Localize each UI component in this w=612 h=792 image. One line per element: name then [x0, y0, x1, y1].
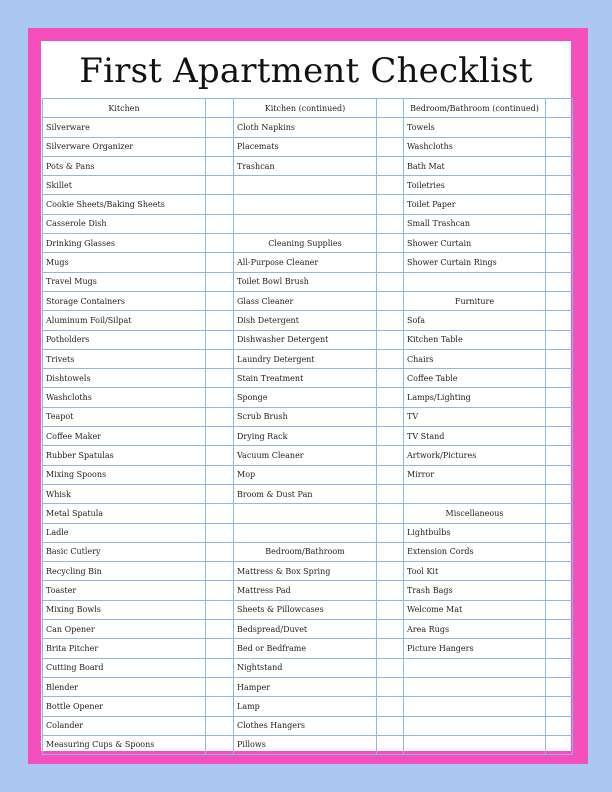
- checklist-item-label: Area Rugs: [404, 620, 546, 639]
- checkbox-cell[interactable]: [377, 562, 404, 581]
- checklist-item-label: Toiletries: [404, 176, 546, 195]
- checkbox-cell[interactable]: [546, 697, 573, 716]
- checklist-row: [43, 156, 573, 175]
- checklist-row: [43, 291, 573, 310]
- checklist-item-label: Can Opener: [43, 620, 206, 639]
- header-spacer-cell: [546, 99, 573, 118]
- checklist-row: [43, 639, 573, 658]
- checkbox-cell[interactable]: [206, 156, 234, 175]
- checklist-item-label: Stain Treatment: [234, 369, 377, 388]
- checkbox-cell[interactable]: [377, 504, 404, 523]
- checkbox-cell[interactable]: [377, 600, 404, 619]
- checklist-item-label: Glass Cleaner: [234, 291, 377, 310]
- checklist-row: [43, 504, 573, 523]
- checklist-table: [42, 98, 573, 755]
- checkbox-cell[interactable]: [206, 446, 234, 465]
- header-spacer-cell: [377, 542, 404, 561]
- checkbox-cell[interactable]: [546, 523, 573, 542]
- checkbox-cell[interactable]: [206, 716, 234, 735]
- checkbox-cell[interactable]: [377, 330, 404, 349]
- checklist-item-label: Mixing Bowls: [43, 600, 206, 619]
- checklist-row: [43, 735, 573, 754]
- checkbox-cell[interactable]: [206, 484, 234, 503]
- checkbox-cell[interactable]: [377, 272, 404, 291]
- checkbox-cell[interactable]: [546, 176, 573, 195]
- checklist-item-label: Toilet Bowl Brush: [234, 272, 377, 291]
- checklist-item-label: Sofa: [404, 311, 546, 330]
- checkbox-cell[interactable]: [377, 388, 404, 407]
- checklist-row: [43, 716, 573, 735]
- checklist-row: [43, 234, 573, 253]
- section-header: Kitchen: [43, 99, 206, 118]
- checkbox-cell[interactable]: [546, 542, 573, 561]
- checkbox-cell[interactable]: [546, 156, 573, 175]
- checkbox-cell[interactable]: [377, 620, 404, 639]
- checklist-row: [43, 620, 573, 639]
- checklist-row: [43, 137, 573, 156]
- checkbox-cell[interactable]: [206, 427, 234, 446]
- checkbox-cell[interactable]: [377, 195, 404, 214]
- checkbox-cell[interactable]: [206, 677, 234, 696]
- checklist-item-label: Drying Rack: [234, 427, 377, 446]
- section-header: Furniture: [404, 291, 546, 310]
- checkbox-cell[interactable]: [546, 581, 573, 600]
- checklist-item-label: Toaster: [43, 581, 206, 600]
- checklist-item-label: Lamps/Lighting: [404, 388, 546, 407]
- page-title: First Apartment Checklist: [79, 51, 533, 91]
- empty-item-cell: [234, 195, 377, 214]
- checklist-item-label: TV: [404, 407, 546, 426]
- checkbox-cell[interactable]: [377, 735, 404, 754]
- empty-item-cell: [234, 523, 377, 542]
- checklist-row: [43, 176, 573, 195]
- checklist-item-label: Sponge: [234, 388, 377, 407]
- checkbox-cell[interactable]: [546, 234, 573, 253]
- checkbox-cell[interactable]: [546, 253, 573, 272]
- checklist-item-label: Broom & Dust Pan: [234, 484, 377, 503]
- checklist-item-label: Washcloths: [404, 137, 546, 156]
- checklist-item-label: Brita Pitcher: [43, 639, 206, 658]
- checkbox-cell[interactable]: [546, 407, 573, 426]
- checklist-row: [43, 311, 573, 330]
- checkbox-cell[interactable]: [206, 137, 234, 156]
- section-header: Cleaning Supplies: [234, 234, 377, 253]
- checklist-row: [43, 349, 573, 368]
- empty-item-cell: [404, 735, 546, 754]
- checkbox-cell[interactable]: [377, 658, 404, 677]
- checklist-item-label: Dish Detergent: [234, 311, 377, 330]
- checkbox-cell[interactable]: [206, 562, 234, 581]
- checklist-item-label: All-Purpose Cleaner: [234, 253, 377, 272]
- checklist-item-label: Aluminum Foil/Silpat: [43, 311, 206, 330]
- checklist-item-label: Welcome Mat: [404, 600, 546, 619]
- checklist-item-label: Shower Curtain: [404, 234, 546, 253]
- section-header: Kitchen (continued): [234, 99, 377, 118]
- checklist-item-label: Storage Containers: [43, 291, 206, 310]
- header-spacer-cell: [377, 99, 404, 118]
- checklist-item-label: Tool Kit: [404, 562, 546, 581]
- checklist-item-label: Shower Curtain Rings: [404, 253, 546, 272]
- checklist-item-label: Dishwasher Detergent: [234, 330, 377, 349]
- checklist-row: [43, 369, 573, 388]
- checkbox-cell[interactable]: [206, 234, 234, 253]
- checkbox-cell[interactable]: [377, 176, 404, 195]
- checklist-item-label: Cloth Napkins: [234, 118, 377, 137]
- checkbox-cell[interactable]: [546, 427, 573, 446]
- checkbox-cell[interactable]: [377, 291, 404, 310]
- checkbox-cell[interactable]: [546, 716, 573, 735]
- checkbox-cell[interactable]: [546, 446, 573, 465]
- checklist-row: [43, 523, 573, 542]
- checklist-item-label: Blender: [43, 677, 206, 696]
- checkbox-cell[interactable]: [206, 542, 234, 561]
- checkbox-cell[interactable]: [206, 195, 234, 214]
- checkbox-cell[interactable]: [546, 118, 573, 137]
- checkbox-cell[interactable]: [546, 137, 573, 156]
- checkbox-cell[interactable]: [377, 253, 404, 272]
- checkbox-cell[interactable]: [206, 735, 234, 754]
- checklist-row: [43, 99, 573, 118]
- section-header: Bedroom/Bathroom: [234, 542, 377, 561]
- checklist-item-label: Potholders: [43, 330, 206, 349]
- checklist-item-label: Rubber Spatulas: [43, 446, 206, 465]
- checklist-item-label: Artwork/Pictures: [404, 446, 546, 465]
- checklist-item-label: Picture Hangers: [404, 639, 546, 658]
- checklist-item-label: Measuring Cups & Spoons: [43, 735, 206, 754]
- checkbox-cell[interactable]: [377, 118, 404, 137]
- checklist-item-label: Scrub Brush: [234, 407, 377, 426]
- checkbox-cell[interactable]: [206, 407, 234, 426]
- checklist-row: [43, 562, 573, 581]
- checkbox-cell[interactable]: [206, 504, 234, 523]
- checklist-item-label: Casserole Dish: [43, 214, 206, 233]
- checklist-item-label: Bath Mat: [404, 156, 546, 175]
- empty-item-cell: [404, 697, 546, 716]
- checkbox-cell[interactable]: [377, 716, 404, 735]
- checklist-item-label: Clothes Hangers: [234, 716, 377, 735]
- checklist-item-label: Skillet: [43, 176, 206, 195]
- checklist-item-label: Bed or Bedframe: [234, 639, 377, 658]
- checkbox-cell[interactable]: [546, 639, 573, 658]
- checklist-item-label: Trivets: [43, 349, 206, 368]
- checkbox-cell[interactable]: [546, 311, 573, 330]
- checkbox-cell[interactable]: [206, 658, 234, 677]
- checklist-row: [43, 484, 573, 503]
- checkbox-cell[interactable]: [377, 697, 404, 716]
- empty-item-cell: [404, 272, 546, 291]
- checklist-item-label: Bottle Opener: [43, 697, 206, 716]
- checkbox-cell[interactable]: [206, 620, 234, 639]
- checklist-item-label: Extension Cords: [404, 542, 546, 561]
- checklist-item-label: Small Trashcan: [404, 214, 546, 233]
- checkbox-cell[interactable]: [546, 600, 573, 619]
- header-spacer-cell: [377, 234, 404, 253]
- checkbox-cell[interactable]: [377, 137, 404, 156]
- checkbox-cell[interactable]: [546, 330, 573, 349]
- empty-item-cell: [234, 176, 377, 195]
- empty-item-cell: [404, 716, 546, 735]
- header-spacer-cell: [206, 99, 234, 118]
- checklist-item-label: Kitchen Table: [404, 330, 546, 349]
- checkbox-cell[interactable]: [206, 388, 234, 407]
- checkbox-cell[interactable]: [206, 639, 234, 658]
- checklist-item-label: Pillows: [234, 735, 377, 754]
- checklist-item-label: Basic Cutlery: [43, 542, 206, 561]
- checkbox-cell[interactable]: [206, 176, 234, 195]
- checklist-item-label: Coffee Maker: [43, 427, 206, 446]
- checkbox-cell[interactable]: [546, 484, 573, 503]
- checklist-item-label: Lightbulbs: [404, 523, 546, 542]
- checklist-row: [43, 388, 573, 407]
- checkbox-cell[interactable]: [206, 272, 234, 291]
- checklist-row: [43, 581, 573, 600]
- checkbox-cell[interactable]: [377, 465, 404, 484]
- checkbox-cell[interactable]: [377, 214, 404, 233]
- checkbox-cell[interactable]: [206, 118, 234, 137]
- checkbox-cell[interactable]: [377, 311, 404, 330]
- checklist-row: [43, 195, 573, 214]
- checkbox-cell[interactable]: [206, 523, 234, 542]
- checkbox-cell[interactable]: [546, 562, 573, 581]
- header-spacer-cell: [546, 291, 573, 310]
- checklist-item-label: Chairs: [404, 349, 546, 368]
- checklist-item-label: TV Stand: [404, 427, 546, 446]
- checklist-item-label: Recycling Bin: [43, 562, 206, 581]
- checklist-row: [43, 542, 573, 561]
- checkbox-cell[interactable]: [377, 523, 404, 542]
- empty-item-cell: [234, 214, 377, 233]
- checklist-row: [43, 697, 573, 716]
- checkbox-cell[interactable]: [377, 484, 404, 503]
- section-header: Bedroom/Bathroom (continued): [404, 99, 546, 118]
- checklist-item-label: Mattress Pad: [234, 581, 377, 600]
- checklist-item-label: Toilet Paper: [404, 195, 546, 214]
- checkbox-cell[interactable]: [377, 677, 404, 696]
- checklist-row: [43, 600, 573, 619]
- checklist-item-label: Vacuum Cleaner: [234, 446, 377, 465]
- checklist-item-label: Nightstand: [234, 658, 377, 677]
- checklist-item-label: Hamper: [234, 677, 377, 696]
- checkbox-cell[interactable]: [546, 388, 573, 407]
- checklist-row: [43, 330, 573, 349]
- checkbox-cell[interactable]: [546, 272, 573, 291]
- checkbox-cell[interactable]: [546, 677, 573, 696]
- checkbox-cell[interactable]: [206, 600, 234, 619]
- checklist-row: [43, 272, 573, 291]
- checklist-item-label: Bedspread/Duvet: [234, 620, 377, 639]
- checkbox-cell[interactable]: [377, 427, 404, 446]
- checkbox-cell[interactable]: [377, 407, 404, 426]
- checkbox-cell[interactable]: [377, 349, 404, 368]
- checkbox-cell[interactable]: [546, 369, 573, 388]
- checkbox-cell[interactable]: [546, 620, 573, 639]
- checkbox-cell[interactable]: [206, 349, 234, 368]
- checklist-item-label: Towels: [404, 118, 546, 137]
- checkbox-cell[interactable]: [206, 697, 234, 716]
- header-spacer-cell: [546, 504, 573, 523]
- checkbox-cell[interactable]: [546, 465, 573, 484]
- empty-item-cell: [404, 677, 546, 696]
- checklist-row: [43, 118, 573, 137]
- checkbox-cell[interactable]: [206, 291, 234, 310]
- checklist-row: [43, 446, 573, 465]
- checklist-item-label: Mattress & Box Spring: [234, 562, 377, 581]
- checkbox-cell[interactable]: [377, 446, 404, 465]
- checklist-item-label: Silverware: [43, 118, 206, 137]
- checklist-item-label: Dishtowels: [43, 369, 206, 388]
- checklist-item-label: Trash Bags: [404, 581, 546, 600]
- checklist-row: [43, 253, 573, 272]
- checklist-item-label: Teapot: [43, 407, 206, 426]
- checkbox-cell[interactable]: [377, 639, 404, 658]
- checkbox-cell[interactable]: [546, 658, 573, 677]
- checklist-item-label: Colander: [43, 716, 206, 735]
- checkbox-cell[interactable]: [546, 735, 573, 754]
- empty-item-cell: [404, 658, 546, 677]
- checklist-item-label: Laundry Detergent: [234, 349, 377, 368]
- checklist-item-label: Silverware Organizer: [43, 137, 206, 156]
- checklist-item-label: Placemats: [234, 137, 377, 156]
- checklist-row: [43, 214, 573, 233]
- checklist-row: [43, 465, 573, 484]
- checkbox-cell[interactable]: [206, 330, 234, 349]
- empty-item-cell: [234, 504, 377, 523]
- checklist-row: [43, 407, 573, 426]
- checkbox-cell[interactable]: [206, 311, 234, 330]
- section-header: Miscellaneous: [404, 504, 546, 523]
- checklist-item-label: Whisk: [43, 484, 206, 503]
- checklist-item-label: Pots & Pans: [43, 156, 206, 175]
- checklist-row: [43, 427, 573, 446]
- checkbox-cell[interactable]: [206, 369, 234, 388]
- checklist-row: [43, 658, 573, 677]
- checkbox-cell[interactable]: [206, 465, 234, 484]
- checklist-item-label: Cutting Board: [43, 658, 206, 677]
- checklist-item-label: Sheets & Pillowcases: [234, 600, 377, 619]
- checklist-item-label: Drinking Glasses: [43, 234, 206, 253]
- checklist-row: [43, 677, 573, 696]
- checklist-item-label: Mop: [234, 465, 377, 484]
- checkbox-cell[interactable]: [377, 369, 404, 388]
- checklist-item-label: Ladle: [43, 523, 206, 542]
- checklist-item-label: Mixing Spoons: [43, 465, 206, 484]
- checklist-item-label: Cookie Sheets/Baking Sheets: [43, 195, 206, 214]
- checklist-item-label: Metal Spatula: [43, 504, 206, 523]
- checklist-item-label: Travel Mugs: [43, 272, 206, 291]
- checkbox-cell[interactable]: [206, 214, 234, 233]
- checkbox-cell[interactable]: [546, 195, 573, 214]
- checklist-item-label: Mugs: [43, 253, 206, 272]
- checklist-item-label: Mirror: [404, 465, 546, 484]
- empty-item-cell: [404, 484, 546, 503]
- checkbox-cell[interactable]: [377, 581, 404, 600]
- checkbox-cell[interactable]: [377, 156, 404, 175]
- checklist-item-label: Trashcan: [234, 156, 377, 175]
- checklist-item-label: Washcloths: [43, 388, 206, 407]
- checkbox-cell[interactable]: [206, 253, 234, 272]
- checkbox-cell[interactable]: [206, 581, 234, 600]
- checkbox-cell[interactable]: [546, 349, 573, 368]
- checkbox-cell[interactable]: [546, 214, 573, 233]
- checklist-item-label: Lamp: [234, 697, 377, 716]
- checklist-item-label: Coffee Table: [404, 369, 546, 388]
